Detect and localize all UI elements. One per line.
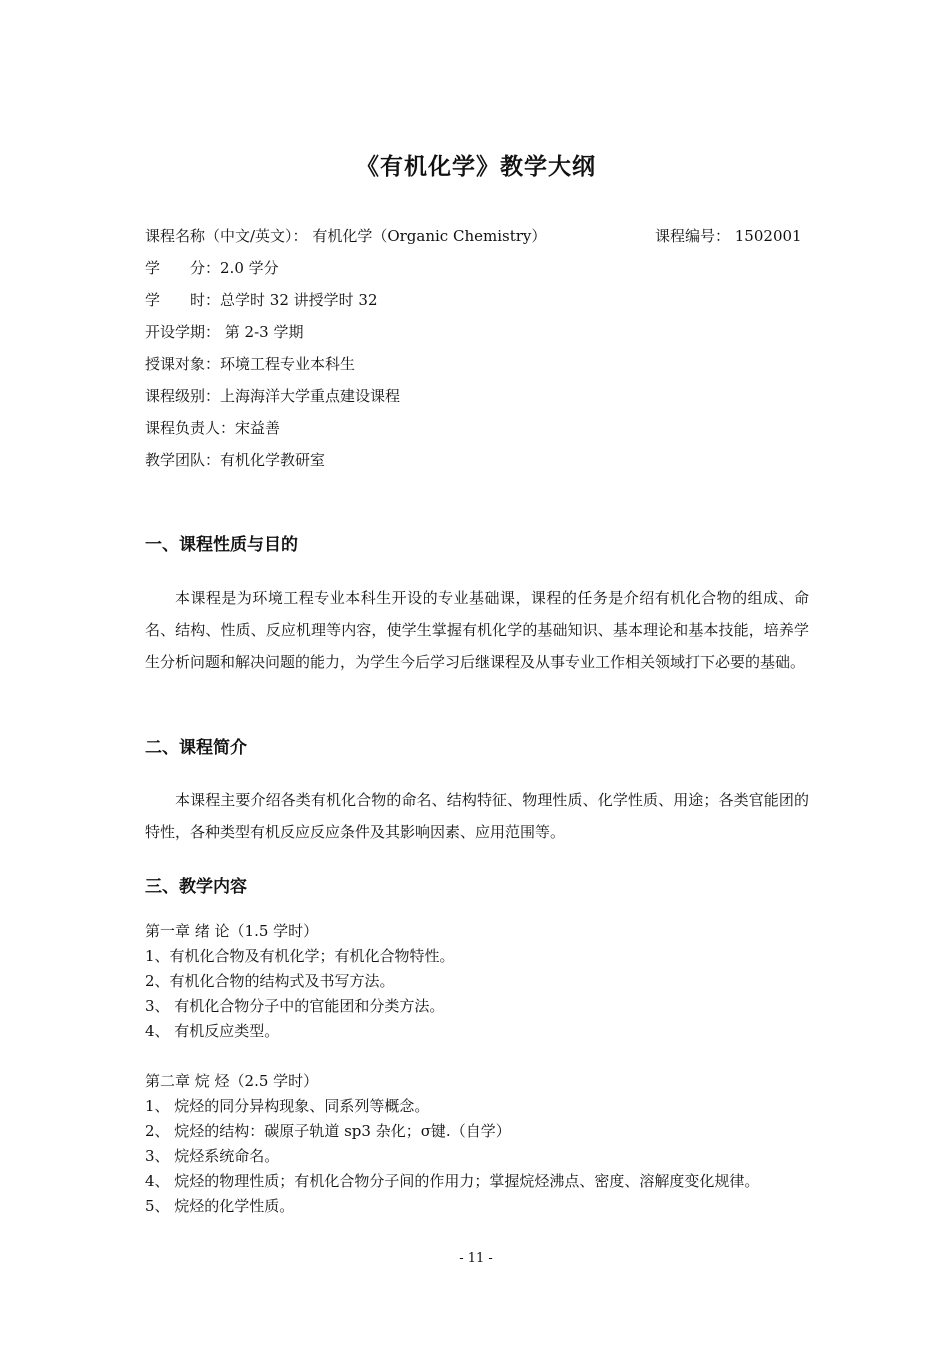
list-item: 5、 烷烃的化学性质。: [145, 1197, 295, 1215]
credits-label: 学: [145, 259, 161, 277]
section-2-paragraph: 本课程主要介绍各类有机化合物的命名、结构特征、物理性质、化学性质、用途；各类官能团的特性，各种类型有机反应反应条件及其影响因素、应用范围等。: [145, 791, 809, 841]
course-code: 课程编号： 1502001: [655, 227, 802, 245]
list-item: 3、 烷烃系统命名。: [145, 1147, 280, 1165]
page-number: - 11 -: [459, 1251, 493, 1266]
list-item: 2、有机化合物的结构式及书写方法。: [145, 972, 395, 990]
section-1-paragraph: 本课程是为环境工程专业本科生开设的专业基础课，课程的任务是介绍有机化合物的组成、命名、结构、性质、反应机理等内容，使学生掌握有机化学的基础知识、基本理论和基本技能，培养学生分析问题和解决问题的能力，为学生今后学习后继课程及从事专业工作相关领域打下必要的基础。: [145, 589, 809, 671]
leader-row: 课程负责人：宋益善: [145, 419, 281, 437]
course-info: [145, 222, 815, 478]
chapter-2: [145, 1069, 825, 1219]
chapter-2-heading: 第二章 烷 烃（2.5 学时）: [145, 1072, 319, 1090]
credits-row: [145, 254, 815, 286]
hours-value: 时：总学时 32 讲授学时 32: [190, 291, 378, 309]
course-name-row: [145, 222, 815, 254]
section-1-heading: 一、课程性质与目的: [145, 535, 298, 555]
credits-value: 分：2.0 学分: [190, 259, 279, 277]
team-row: 教学团队：有机化学教研室: [145, 451, 326, 469]
chapter-1-heading: 第一章 绪 论（1.5 学时）: [145, 922, 319, 940]
list-item: 2、 烷烃的结构：碳原子轨道 sp3 杂化；σ键.（自学）: [145, 1122, 511, 1140]
chapter-1: [145, 919, 825, 1044]
document-title: 《有机化学》教学大纲: [356, 154, 596, 180]
section-2-heading: 二、课程简介: [145, 738, 247, 758]
list-item: 3、 有机化合物分子中的官能团和分类方法。: [145, 997, 445, 1015]
hours-row: [145, 286, 815, 318]
list-item: 4、 有机反应类型。: [145, 1022, 280, 1040]
audience-row: 授课对象：环境工程专业本科生: [145, 355, 356, 373]
semester-row: 开设学期： 第 2-3 学期: [145, 323, 304, 341]
list-item: 4、 烷烃的物理性质；有机化合物分子间的作用力；掌握烷烃沸点、密度、溶解度变化规律。: [145, 1172, 760, 1190]
course-name: 课程名称（中文/英文）： 有机化学（Organic Chemistry）: [145, 227, 547, 245]
hours-label: 学: [145, 291, 161, 309]
list-item: 1、 烷烃的同分异构现象、同系列等概念。: [145, 1097, 430, 1115]
section-3-heading: 三、教学内容: [145, 877, 247, 897]
level-row: 课程级别：上海海洋大学重点建设课程: [145, 387, 401, 405]
list-item: 1、有机化合物及有机化学；有机化合物特性。: [145, 947, 455, 965]
